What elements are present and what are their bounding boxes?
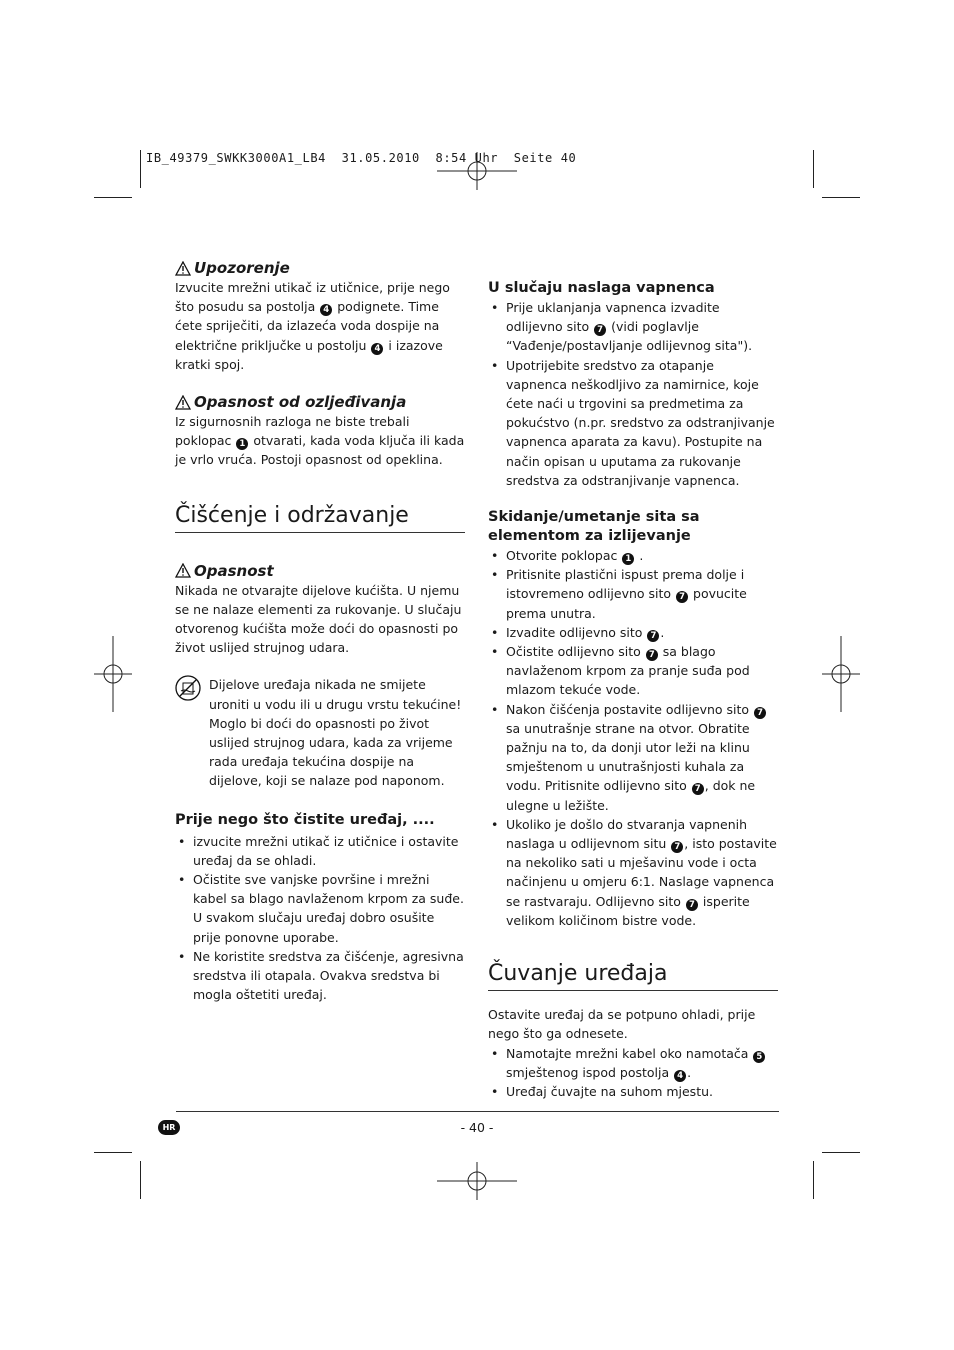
warning-text: Izvucite mrežni utikač iz utičnice, prije nego što posudu sa postolja 4 podignete. Time ćete spriječiti, da izlazeća voda dospije na električne priključke u postolju 4 i izazove kratki spoj. xyxy=(175,280,450,372)
crop-mark xyxy=(94,1152,132,1153)
section-title: Čišćenje i održavanje xyxy=(175,502,465,533)
warning-triangle-icon xyxy=(175,261,191,276)
number-badge: 7 xyxy=(646,649,658,661)
right-column xyxy=(488,279,778,1101)
registration-mark-right xyxy=(822,636,860,712)
list-item: • Ne koristite sredstva za čišćenje, agresivna sredstva ili otapala. Ovakva sredstva bi mogla oštetiti uređaj. xyxy=(175,947,465,1005)
crop-mark xyxy=(822,197,860,198)
left-column xyxy=(175,258,465,1004)
crop-mark xyxy=(140,1161,141,1199)
note-text: Dijelove uređaja nikada ne smijete uroniti u vodu ili u drugu vrstu tekućine! Moglo bi doći do opasnosti po život uslijed strujnog udara, kada za vrijeme rada uređaja tekućina dospije na dijelove, koji se nalaze pod naponom. xyxy=(209,677,462,789)
subsection-title: Prije nego što čistite uređaj, .... xyxy=(175,811,435,828)
list-item: • Nakon čišćenja postavite odlijevno sito 7 sa unutrašnje strane na otvor. Obratite pažnju na to, da donji utor leži na klinu smještenom u unutrašnjosti kuhala za vodu. Pritisnite odlijevno sito 7 , dok ne ulegne u ležište. xyxy=(488,700,778,815)
list-item: • Izvadite odlijevno sito 7 . xyxy=(488,623,778,642)
warning-triangle-icon xyxy=(175,395,191,410)
number-badge: 4 xyxy=(371,343,383,355)
number-badge: 7 xyxy=(671,841,683,853)
note-block xyxy=(175,675,465,790)
list-item: • Uređaj čuvajte na suhom mjestu. xyxy=(488,1082,778,1101)
list-item: • Upotrijebite sredstvo za otapanje vapnenca neškodljivo za namirnice, koje ćete naći u trgovini sa predmetima za pokućstvo (n.pr. sredstvo za odstranjivanje vapnenca aparata za kavu). Postupite na način opisan u uputama za rukovanje sredstva za odstranjivanje vapnenca. xyxy=(488,356,778,490)
registration-mark-bottom xyxy=(437,1162,517,1200)
list-item: • Otvorite poklopac 1 . xyxy=(488,546,778,565)
list-item: • Očistite odlijevno sito 7 sa blago navlaženom krpom za pranje suđa pod mlazom tekuće vode. xyxy=(488,642,778,700)
list-item: • izvucite mrežni utikač iz utičnice i ostavite uređaj da se ohladi. xyxy=(175,832,465,870)
crop-mark xyxy=(140,150,141,188)
number-badge: 5 xyxy=(753,1051,765,1063)
number-badge: 4 xyxy=(320,304,332,316)
language-badge: HR xyxy=(158,1120,180,1135)
list-item: • Ukoliko je došlo do stvaranja vapnenih naslaga u odlijevnom situ 7 , isto postavite na nekoliko sati u mješavinu vode i octa načinjenu u omjeru 6:1. Naslage vapnenca se rastvaraju. Odlijevno sito 7 isperite velikom količinom bistre vode. xyxy=(488,815,778,930)
footer-rule xyxy=(176,1111,779,1112)
number-badge: 1 xyxy=(622,553,634,565)
no-immersion-icon xyxy=(175,675,201,701)
crop-mark xyxy=(822,1152,860,1153)
subsection-title: Skidanje/umetanje sita sa elementom za izlijevanje xyxy=(488,509,700,545)
number-badge: 7 xyxy=(676,591,688,603)
warning-text: Iz sigurnosnih razloga ne biste trebali poklopac 1 otvarati, kada voda ključa ili kada je vrlo vruća. Postoji opasnost od opeklina. xyxy=(175,414,465,468)
page-number: - 40 - xyxy=(460,1120,494,1135)
sieve-list xyxy=(488,546,778,930)
number-badge: 1 xyxy=(236,438,248,450)
warning-heading: Upozorenje xyxy=(175,258,465,278)
limescale-list xyxy=(488,298,778,490)
number-badge: 7 xyxy=(686,899,698,911)
list-item: • Očistite sve vanjske površine i mrežni kabel sa blago navlaženom krpom za suđe. U svakom slučaju uređaj dobro osušite prije ponovne uporabe. xyxy=(175,870,465,947)
crop-mark xyxy=(94,197,132,198)
storage-list xyxy=(488,1044,778,1102)
crop-mark xyxy=(813,150,814,188)
crop-mark xyxy=(813,1161,814,1199)
warning-text: Nikada ne otvarajte dijelove kućišta. U njemu se ne nalaze elementi za rukovanje. U slučaju otvorenog kućišta može doći do opasnosti po život uslijed strujnog udara. xyxy=(175,582,462,656)
warning-heading: Opasnost od ozljeđivanja xyxy=(175,392,465,412)
number-badge: 7 xyxy=(594,324,606,336)
list-item: • Pritisnite plastični ispust prema dolje i istovremeno odlijevno sito 7 povucite prema unutra. xyxy=(488,565,778,623)
before-cleaning-list xyxy=(175,832,465,1005)
number-badge: 7 xyxy=(692,783,704,795)
section-title: Čuvanje uređaja xyxy=(488,960,778,991)
list-item: • Prije uklanjanja vapnenca izvadite odlijevno sito 7 (vidi poglavlje “Vađenje/postavljanje odlijevnog sita"). xyxy=(488,298,778,356)
print-slug: IB_49379_SWKK3000A1_LB4 31.05.2010 8:54 Uhr Seite 40 xyxy=(146,151,577,165)
warning-triangle-icon xyxy=(175,563,191,578)
storage-intro: Ostavite uređaj da se potpuno ohladi, prije nego što ga odnesete. xyxy=(488,1007,756,1042)
subsection-title: U slučaju naslaga vapnenca xyxy=(488,280,715,296)
warning-heading: Opasnost xyxy=(175,561,465,581)
number-badge: 4 xyxy=(674,1070,686,1082)
number-badge: 7 xyxy=(754,707,766,719)
registration-mark-left xyxy=(94,636,132,712)
number-badge: 7 xyxy=(647,630,659,642)
list-item: • Namotajte mrežni kabel oko namotača 5 smještenog ispod postolja 4 . xyxy=(488,1044,778,1082)
